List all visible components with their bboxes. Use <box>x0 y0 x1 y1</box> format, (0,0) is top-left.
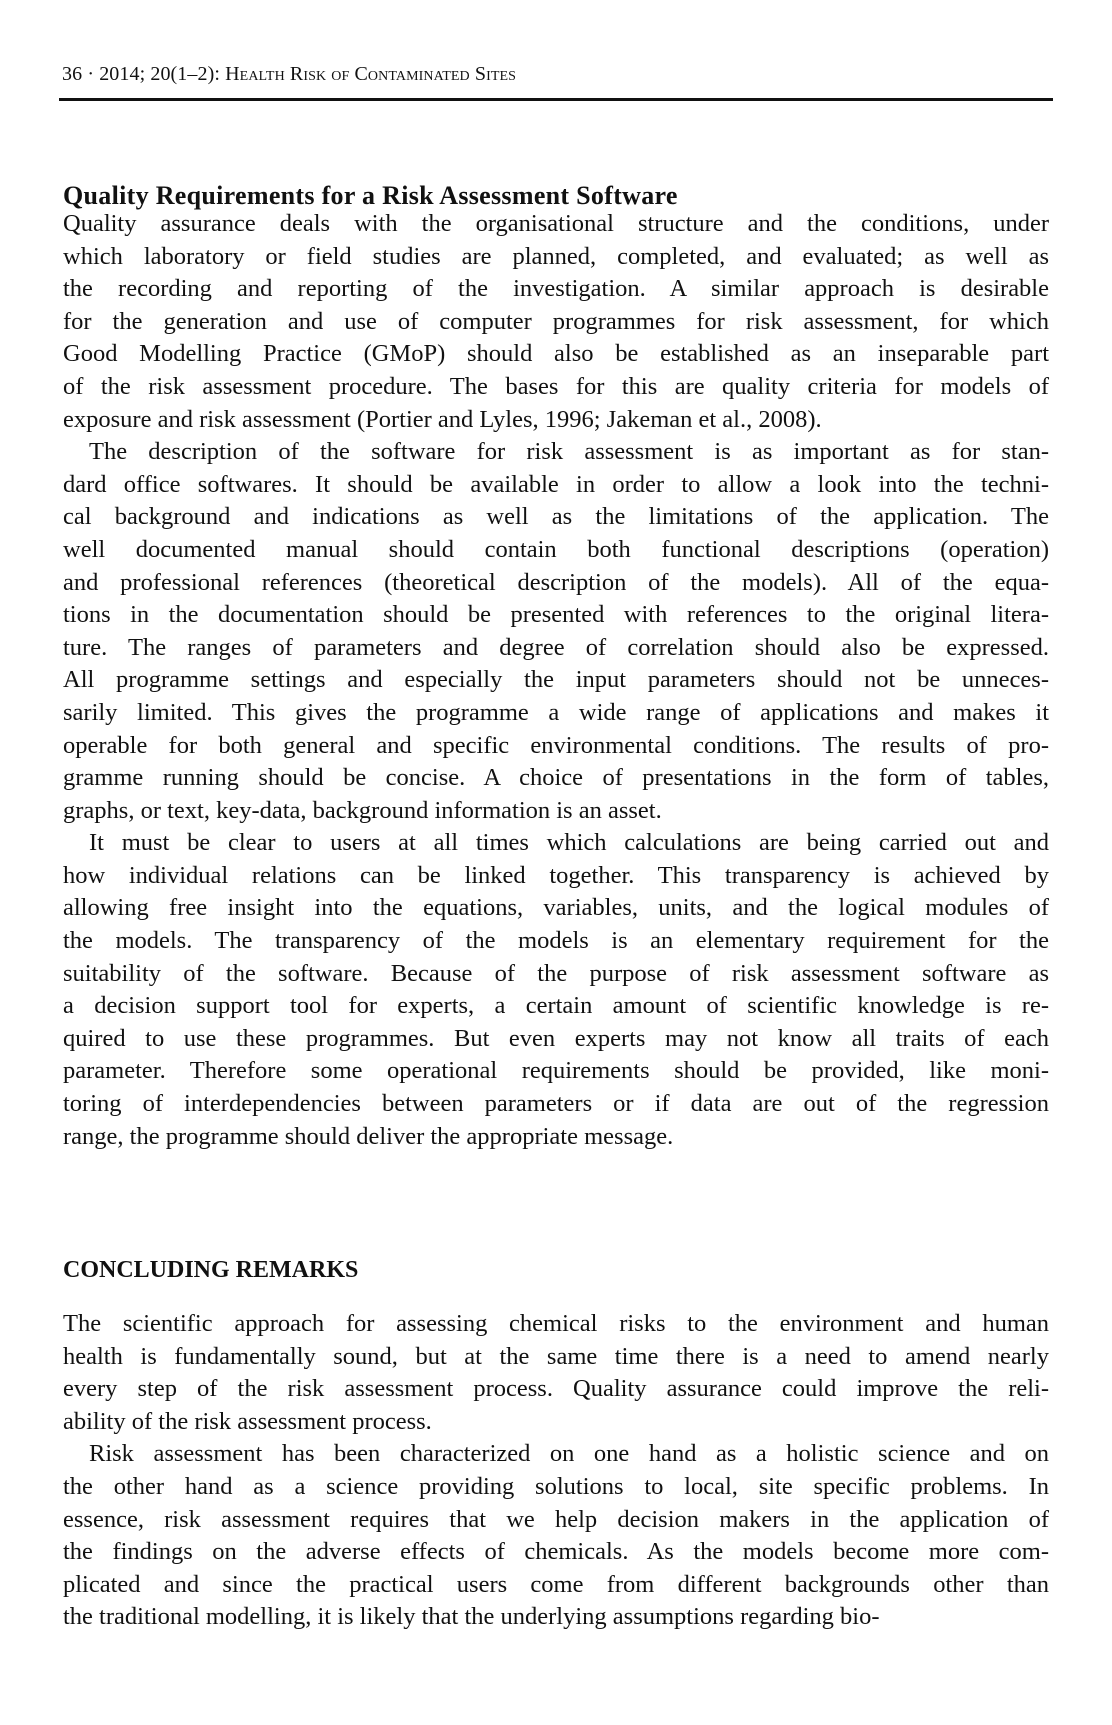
text-line: essence, risk assessment requires that we help decision makers in the application of <box>63 1505 1049 1533</box>
text-line: parameter. Therefore some operational requirements should be provided, like moni- <box>63 1057 1049 1085</box>
paragraph <box>63 1308 1049 1438</box>
text-line: a decision support tool for experts, a certain amount of scientific knowledge is re- <box>63 992 1049 1020</box>
running-head-separator: · <box>87 63 95 85</box>
text-line: Quality assurance deals with the organisational structure and the conditions, under <box>63 210 1049 237</box>
text-line: the models. The transparency of the models is an elementary requirement for the <box>63 927 1049 955</box>
text-line: the other hand as a science providing solutions to local, site specific problems. In <box>63 1472 1049 1500</box>
text-line: The scientific approach for assessing chemical risks to the environment and human <box>63 1310 1049 1337</box>
text-line: the traditional modelling, it is likely that the underlying assumptions regarding bio- <box>63 1603 880 1631</box>
text-line: dard office softwares. It should be available in order to allow a look into the techni- <box>63 470 1049 498</box>
text-line: tions in the documentation should be presented with references to the original litera- <box>63 601 1049 629</box>
text-line: Good Modelling Practice (GMoP) should also be established as an inseparable part <box>63 340 1049 368</box>
paragraph <box>63 1438 1049 1634</box>
text-line: range, the programme should deliver the appropriate message. <box>63 1122 674 1150</box>
paragraph <box>63 827 1049 1153</box>
text-line: for the generation and use of computer programmes for risk assessment, for which <box>63 307 1049 335</box>
text-line: gramme running should be concise. A choice of presentations in the form of tables, <box>63 764 1049 792</box>
text-line: how individual relations can be linked together. This transparency is achieved by <box>63 861 1049 889</box>
running-head <box>62 60 516 88</box>
text-line: and professional references (theoretical description of the models). All of the equa- <box>63 568 1049 596</box>
journal-title: Health Risk of Contaminated Sites <box>225 63 517 85</box>
text-line: sarily limited. This gives the programme a wide range of applications and makes it <box>63 698 1049 726</box>
page-number: 36 <box>62 63 83 85</box>
section-body-concluding-remarks <box>63 1308 1049 1634</box>
section-body-quality-requirements <box>63 208 1049 1153</box>
text-line: which laboratory or field studies are planned, completed, and evaluated; as well as <box>63 242 1049 270</box>
text-line: ture. The ranges of parameters and degree of correlation should also be expressed. <box>63 633 1049 661</box>
text-line: Risk assessment has been characterized on one hand as a holistic science and on <box>89 1440 1049 1468</box>
section-heading-concluding-remarks: CONCLUDING REMARKS <box>63 1256 359 1283</box>
text-line: well documented manual should contain both functional descriptions (operation) <box>63 535 1049 563</box>
text-line: toring of interdependencies between parameters or if data are out of the regression <box>63 1090 1049 1118</box>
text-line: every step of the risk assessment process. Quality assurance could improve the reli- <box>63 1375 1049 1403</box>
text-line: plicated and since the practical users come from different backgrounds other than <box>63 1570 1049 1598</box>
text-line: It must be clear to users at all times which calculations are being carried out and <box>89 829 1049 857</box>
text-line: exposure and risk assessment (Portier and Lyles, 1996; Jakeman et al., 2008). <box>63 405 822 433</box>
text-line: ability of the risk assessment process. <box>63 1407 432 1435</box>
text-line: health is fundamentally sound, but at the same time there is a need to amend nearly <box>63 1342 1049 1370</box>
text-line: suitability of the software. Because of the purpose of risk assessment software as <box>63 959 1049 987</box>
paragraph <box>63 436 1049 827</box>
text-line: allowing free insight into the equations, variables, units, and the logical modules of <box>63 894 1049 922</box>
text-line: operable for both general and specific environmental conditions. The results of pro- <box>63 731 1049 759</box>
section-heading-quality-requirements: Quality Requirements for a Risk Assessment Software <box>63 180 678 210</box>
header-rule <box>59 98 1053 101</box>
journal-citation: 2014; 20(1–2): <box>99 63 221 85</box>
text-line: of the risk assessment procedure. The bases for this are quality criteria for models of <box>63 372 1049 400</box>
text-line: cal background and indications as well as the limitations of the application. The <box>63 503 1049 531</box>
text-line: All programme settings and especially the input parameters should not be unneces- <box>63 666 1049 694</box>
text-line: the recording and reporting of the investigation. A similar approach is desirable <box>63 275 1049 303</box>
paragraph <box>63 208 1049 436</box>
text-line: graphs, or text, key-data, background information is an asset. <box>63 796 662 824</box>
text-line: the findings on the adverse effects of chemicals. As the models become more com- <box>63 1538 1049 1566</box>
text-line: quired to use these programmes. But even experts may not know all traits of each <box>63 1024 1049 1052</box>
text-line: The description of the software for risk assessment is as important as for stan- <box>89 438 1049 466</box>
